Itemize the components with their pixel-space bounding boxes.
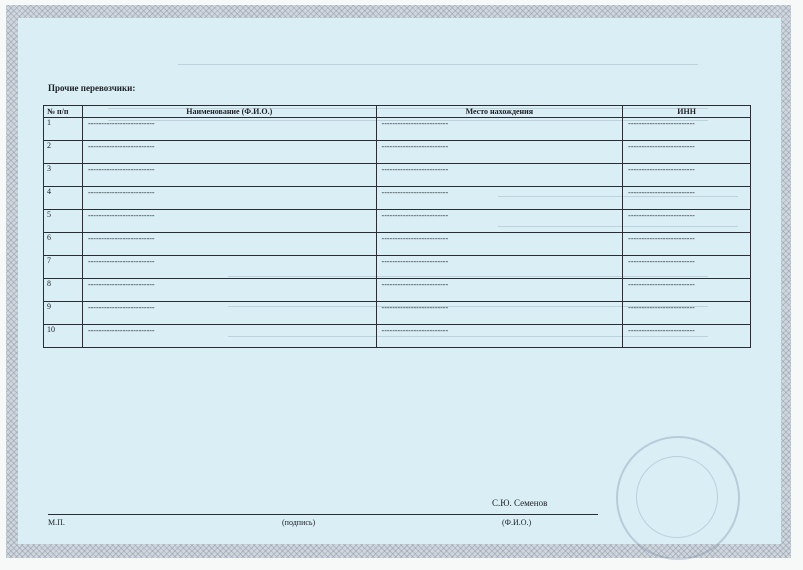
cell-location: ------------------------- [376, 141, 623, 164]
cell-location: ------------------------- [376, 302, 623, 325]
cell-inn: ------------------------- [623, 187, 751, 210]
table-row [44, 279, 751, 302]
cell-name: ------------------------- [82, 141, 376, 164]
cell-inn: ------------------------- [623, 302, 751, 325]
column-header-location: Место нахождения [376, 106, 623, 118]
column-header-inn: ИНН [623, 106, 751, 118]
cell-number: 1 [44, 118, 83, 141]
stamp-place-label: М.П. [48, 518, 65, 527]
cell-name: ------------------------- [82, 256, 376, 279]
cell-name: ------------------------- [82, 164, 376, 187]
table-row [44, 187, 751, 210]
cell-location: ------------------------- [376, 118, 623, 141]
cell-location: ------------------------- [376, 210, 623, 233]
table-row [44, 141, 751, 164]
table-row [44, 325, 751, 348]
cell-number: 7 [44, 256, 83, 279]
cell-number: 2 [44, 141, 83, 164]
column-header-number: № п/п [44, 106, 83, 118]
cell-inn: ------------------------- [623, 210, 751, 233]
cell-number: 9 [44, 302, 83, 325]
table-header-row [44, 106, 751, 118]
carriers-table [43, 105, 751, 348]
cell-location: ------------------------- [376, 325, 623, 348]
cell-location: ------------------------- [376, 187, 623, 210]
signature-line [48, 514, 598, 515]
table-row [44, 302, 751, 325]
table-row [44, 256, 751, 279]
cell-number: 10 [44, 325, 83, 348]
cell-name: ------------------------- [82, 279, 376, 302]
table-row [44, 118, 751, 141]
signature-label: (подпись) [282, 518, 316, 527]
cell-name: ------------------------- [82, 325, 376, 348]
signer-name: С.Ю. Семенов [492, 498, 548, 508]
section-heading: Прочие перевозчики: [48, 83, 136, 93]
cell-name: ------------------------- [82, 210, 376, 233]
cell-location: ------------------------- [376, 279, 623, 302]
fio-label: (Ф.И.О.) [502, 518, 532, 527]
cell-location: ------------------------- [376, 256, 623, 279]
column-header-name: Наименование (Ф.И.О.) [82, 106, 376, 118]
cell-inn: ------------------------- [623, 118, 751, 141]
cell-number: 5 [44, 210, 83, 233]
cell-inn: ------------------------- [623, 233, 751, 256]
table-row [44, 210, 751, 233]
cell-inn: ------------------------- [623, 164, 751, 187]
cell-number: 6 [44, 233, 83, 256]
cell-location: ------------------------- [376, 233, 623, 256]
cell-location: ------------------------- [376, 164, 623, 187]
cell-name: ------------------------- [82, 118, 376, 141]
table-row [44, 233, 751, 256]
cell-name: ------------------------- [82, 233, 376, 256]
cell-number: 4 [44, 187, 83, 210]
seal-watermark-emblem [616, 436, 740, 560]
cell-inn: ------------------------- [623, 256, 751, 279]
cell-inn: ------------------------- [623, 279, 751, 302]
cell-number: 3 [44, 164, 83, 187]
table-row [44, 164, 751, 187]
cell-name: ------------------------- [82, 187, 376, 210]
cell-inn: ------------------------- [623, 141, 751, 164]
cell-inn: ------------------------- [623, 325, 751, 348]
cell-name: ------------------------- [82, 302, 376, 325]
cell-number: 8 [44, 279, 83, 302]
